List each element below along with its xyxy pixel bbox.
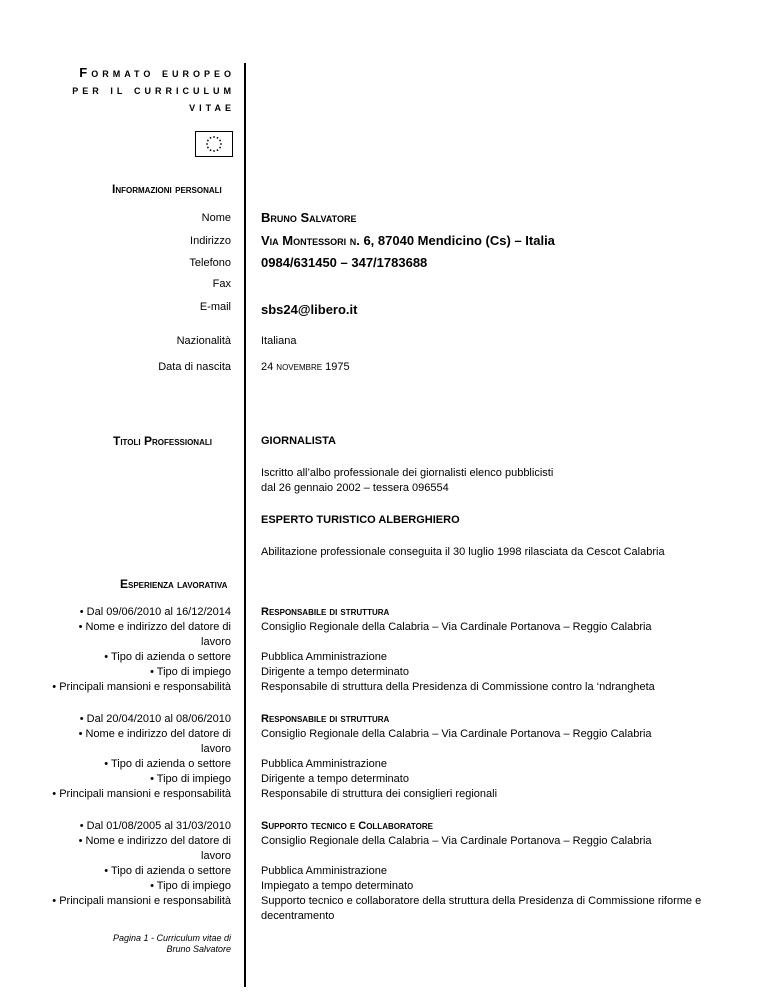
column-divider (244, 63, 246, 987)
title-giornalista: GIORNALISTA (261, 435, 336, 447)
entry-1-dates: • Dal 09/06/2010 al 16/12/2014 (79, 606, 231, 618)
birth-year: 1975 (322, 361, 350, 373)
entry-1-employer-label-a: • Nome e indirizzo del datore di (78, 621, 231, 633)
entry-2-duties: Responsabile di struttura dei consiglieri regionali (261, 788, 498, 800)
fax-label: Fax (212, 278, 231, 290)
entry-3-dates: • Dal 01/08/2005 al 31/03/2010 (79, 820, 231, 832)
entry-2-jobtype: Dirigente a tempo determinato (261, 773, 409, 785)
birth-month: novembre (276, 361, 323, 373)
entry-3-duties-label: • Principali mansioni e responsabilità (52, 895, 231, 907)
birth-label: Data di nascita (158, 361, 231, 373)
giornalista-line2: dal 26 gennaio 2002 – tessera 096554 (261, 482, 449, 494)
address-label: Indirizzo (190, 235, 231, 247)
entry-2-dates: • Dal 20/04/2010 al 08/06/2010 (79, 713, 231, 725)
entry-1-employer-label-b: lavoro (201, 636, 231, 648)
name-value: Bruno Salvatore (261, 210, 357, 225)
entry-3-jobtype-label: • Tipo di impiego (150, 880, 231, 892)
entry-2-sector: Pubblica Amministrazione (261, 758, 387, 770)
entry-2-employer-label-a: • Nome e indirizzo del datore di (78, 728, 231, 740)
title-giornalista-details (261, 466, 553, 496)
address-rest: 6, 87040 Mendicino (Cs) – Italia (359, 233, 555, 248)
cv-heading (72, 64, 235, 115)
entry-2-jobtype-label: • Tipo di impiego (150, 773, 231, 785)
titles-section-title: Titoli Professionali (113, 434, 212, 448)
entry-2-sector-label: • Tipo di azienda o settore (104, 758, 231, 770)
entry-2-role: Responsabile di struttura (261, 713, 390, 725)
experience-entry-2-labels (52, 712, 231, 802)
entry-1-jobtype: Dirigente a tempo determinato (261, 666, 409, 678)
entry-1-duties: Responsabile di struttura della Presidenza di Commissione contro la ‘ndrangheta (261, 681, 655, 693)
entry-3-role: Supporto tecnico e Collaboratore (261, 820, 434, 832)
entry-2-employer: Consiglio Regionale della Calabria – Via Cardinale Portanova – Reggio Calabria (261, 728, 652, 740)
entry-3-duties-2: decentramento (261, 910, 335, 922)
entry-1-sector: Pubblica Amministrazione (261, 651, 387, 663)
entry-1-employer: Consiglio Regionale della Calabria – Via Cardinale Portanova – Reggio Calabria (261, 621, 652, 633)
entry-3-sector-label: • Tipo di azienda o settore (104, 865, 231, 877)
entry-1-jobtype-label: • Tipo di impiego (150, 666, 231, 678)
nationality-value: Italiana (261, 335, 297, 347)
giornalista-line1: Iscritto all’albo professionale dei giornalisti elenco pubblicisti (261, 467, 554, 479)
cv-heading-line1: Formato europeo (79, 65, 235, 80)
birth-day: 24 (261, 361, 277, 373)
entry-3-employer-label-b: lavoro (201, 850, 231, 862)
name-label: Nome (201, 212, 231, 224)
address-street: Via Montessori n. (261, 233, 360, 248)
entry-1-role: Responsabile di struttura (261, 606, 390, 618)
eu-flag-icon (195, 131, 233, 157)
experience-entry-2-values (261, 712, 652, 802)
entry-3-duties-1: Supporto tecnico e collaboratore della struttura della Presidenza di Commissione riforme e (261, 895, 702, 907)
entry-3-sector: Pubblica Amministrazione (261, 865, 387, 877)
entry-2-duties-label: • Principali mansioni e responsabilità (52, 788, 231, 800)
footer-line2: Bruno Salvatore (166, 944, 231, 954)
page-footer (113, 933, 231, 955)
entry-3-employer-label-a: • Nome e indirizzo del datore di (78, 835, 231, 847)
experience-entry-1-labels (52, 605, 231, 695)
experience-entry-3-labels (52, 819, 231, 909)
nationality-label: Nazionalità (176, 335, 231, 347)
entry-1-duties-label: • Principali mansioni e responsabilità (52, 681, 231, 693)
footer-line1: Pagina 1 - Curriculum vitae di (112, 933, 231, 943)
entry-2-employer-label-b: lavoro (201, 743, 231, 755)
email-value: sbs24@libero.it (261, 302, 358, 317)
phone-value: 0984/631450 – 347/1783688 (261, 255, 428, 270)
birth-value (261, 361, 350, 373)
entry-1-sector-label: • Tipo di azienda o settore (104, 651, 231, 663)
cv-heading-line2: per il curriculum (72, 82, 235, 97)
experience-entry-1-values (261, 605, 655, 695)
entry-3-employer: Consiglio Regionale della Calabria – Via Cardinale Portanova – Reggio Calabria (261, 835, 652, 847)
personal-info-title: Informazioni personali (112, 182, 222, 196)
experience-entry-3-values (261, 819, 701, 924)
address-value (261, 233, 555, 248)
email-label: E-mail (199, 301, 231, 313)
title-esperto: ESPERTO TURISTICO ALBERGHIERO (261, 514, 460, 526)
phone-label: Telefono (189, 257, 231, 269)
title-esperto-details: Abilitazione professionale conseguita il 30 luglio 1998 rilasciata da Cescot Calabria (261, 546, 665, 558)
entry-3-jobtype: Impiegato a tempo determinato (261, 880, 414, 892)
cv-heading-line3: vitae (189, 99, 235, 114)
experience-section-title: Esperienza lavorativa (120, 577, 228, 591)
